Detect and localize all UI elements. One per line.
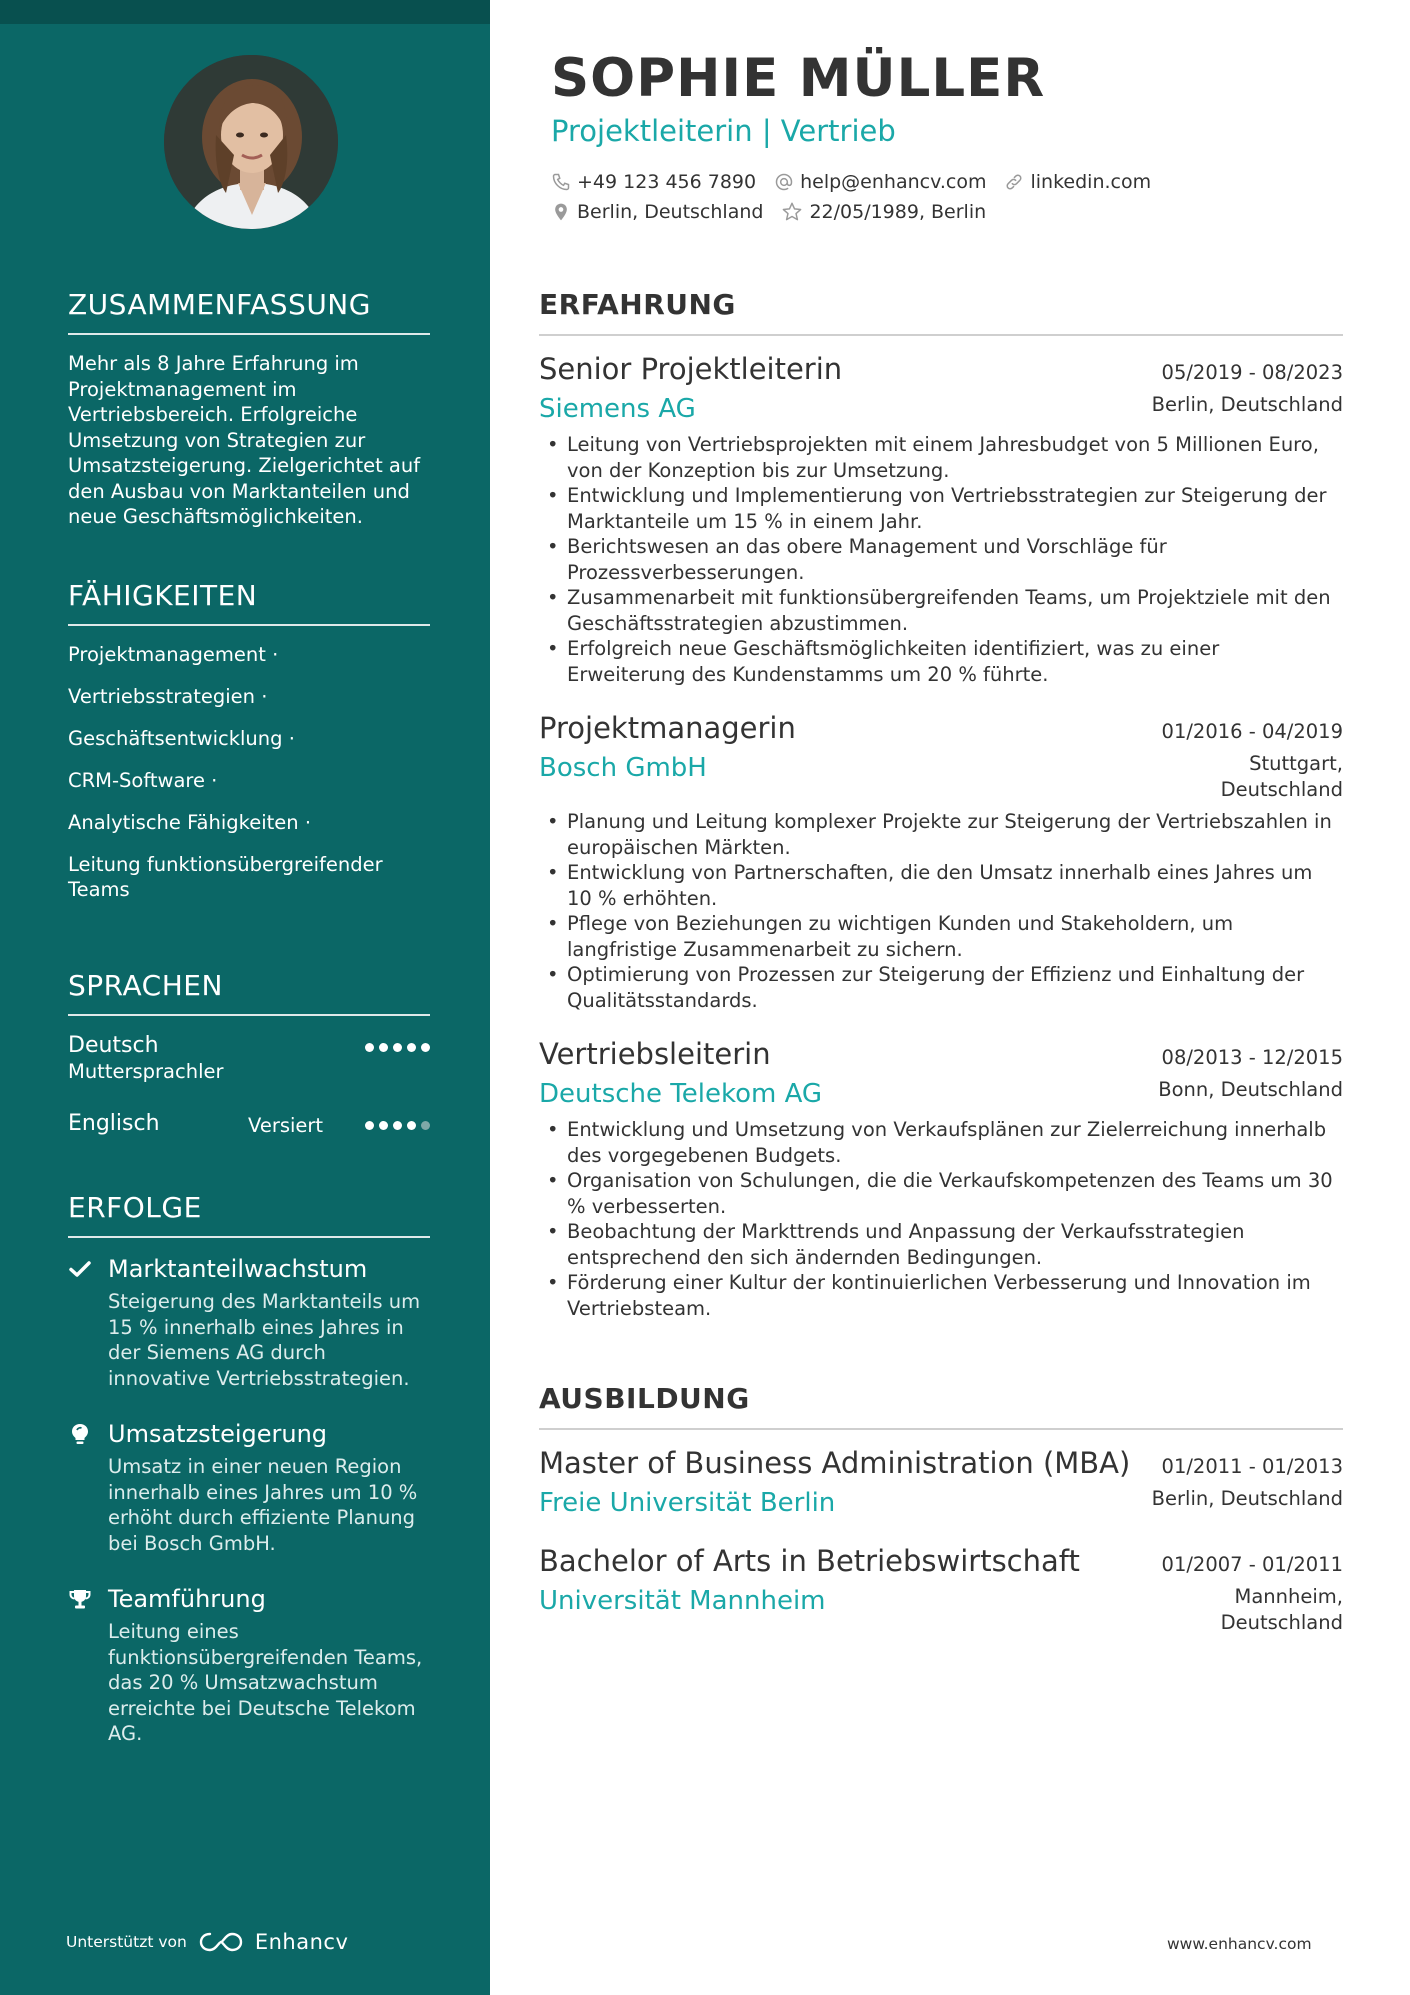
- skills-section: [68, 579, 430, 919]
- powered-by-text: Unterstützt von: [66, 1933, 187, 1951]
- job-bullet: • Leitung von Vertriebsprojekten mit einem Jahresbudget von 5 Millionen Euro, von der Konzeption bis zur Umsetzung.: [539, 432, 1343, 483]
- job-company: Siemens AG: [539, 394, 696, 424]
- job-bullets: [539, 809, 1343, 1013]
- education-degree: Bachelor of Arts in Betriebswirtschaft: [539, 1544, 1080, 1578]
- job-dates: 08/2013 - 12/2015: [1161, 1046, 1343, 1069]
- education-degree: Master of Business Administration (MBA): [539, 1446, 1131, 1480]
- job-company: Deutsche Telekom AG: [539, 1079, 823, 1109]
- candidate-title: Projektleiterin | Vertrieb: [551, 114, 896, 148]
- education-dates: 01/2011 - 01/2013: [1161, 1455, 1343, 1478]
- proficiency-dot: [379, 1043, 388, 1052]
- link-icon: [1004, 172, 1024, 192]
- skills-heading: FÄHIGKEITEN: [68, 579, 430, 626]
- education-entry: [539, 1444, 1343, 1520]
- sidebar: [0, 0, 490, 1995]
- job-bullet: • Zusammenarbeit mit funktionsübergreifenden Teams, um Projektziele mit den Geschäftsstrategien abzustimmen.: [539, 585, 1343, 636]
- job-bullet: • Förderung einer Kultur der kontinuierlichen Verbesserung und Innovation im Vertriebsteam.: [539, 1270, 1343, 1321]
- job-bullet: • Organisation von Schulungen, die die Verkaufskompetenzen des Teams um 30 % verbesserten.: [539, 1168, 1343, 1219]
- languages-section: [68, 969, 430, 1166]
- job-entry: [539, 1035, 1343, 1321]
- job-bullets: [539, 1117, 1343, 1321]
- language-name: Englisch: [68, 1111, 160, 1136]
- contact-phone: [551, 171, 756, 193]
- candidate-name: SOPHIE MÜLLER: [551, 48, 1046, 109]
- language-proficiency-dots: [365, 1043, 430, 1052]
- proficiency-dot: [407, 1043, 416, 1052]
- job-location-line: Deutschland: [1220, 778, 1343, 801]
- skill-item: Analytische Fähigkeiten ·: [68, 811, 312, 834]
- phone-icon: [551, 172, 571, 192]
- location-text: Berlin, Deutschland: [577, 201, 764, 223]
- language-proficiency-dots: [365, 1121, 430, 1130]
- achievement-description: Steigerung des Marktanteils um 15 % innerhalb eines Jahres in der Siemens AG durch innovative Vertriebsstrategien.: [108, 1290, 421, 1390]
- job-role: Senior Projektleiterin: [539, 352, 843, 386]
- powered-by: [66, 1930, 348, 1954]
- summary-section: [68, 288, 430, 530]
- job-bullet: • Berichtswesen an das obere Management und Vorschläge für Prozessverbesserungen.: [539, 534, 1343, 585]
- job-dates: 05/2019 - 08/2023: [1161, 361, 1343, 384]
- job-bullet: • Entwicklung und Umsetzung von Verkaufsplänen zur Zielerreichung innerhalb des vorgegebenen Budgets.: [539, 1117, 1343, 1168]
- summary-text: Mehr als 8 Jahre Erfahrung im Projektmanagement im Vertriebsbereich. Erfolgreiche Umsetzung von Strategien zur Umsatzsteigerung. Zielgerichtet auf den Ausbau von Marktanteilen und neue Geschäftsmöglichkeiten.: [68, 352, 421, 528]
- job-entry: [539, 709, 1343, 1013]
- education-school: Universität Mannheim: [539, 1586, 826, 1616]
- profile-photo: [164, 55, 338, 229]
- language-level: Muttersprachler: [68, 1060, 224, 1083]
- contact-row: [551, 171, 1151, 193]
- check-icon: [68, 1257, 92, 1281]
- enhancv-brand-name: Enhancv: [254, 1930, 349, 1954]
- star-icon: [781, 201, 803, 223]
- education-location: [1221, 1584, 1343, 1636]
- job-company: Bosch GmbH: [539, 753, 707, 783]
- contact-row: [551, 201, 986, 223]
- proficiency-dot: [379, 1121, 388, 1130]
- proficiency-dot: [365, 1121, 374, 1130]
- proficiency-dot: [365, 1043, 374, 1052]
- contact-linkedin[interactable]: [1004, 171, 1151, 193]
- proficiency-dot: [407, 1121, 416, 1130]
- job-bullet: • Beobachtung der Markttrends und Anpassung der Verkaufsstrategien entsprechend den sich ändernden Bedingungen.: [539, 1219, 1343, 1270]
- language-item: [68, 1032, 430, 1090]
- education-heading: AUSBILDUNG: [539, 1382, 1343, 1430]
- summary-heading: ZUSAMMENFASSUNG: [68, 288, 430, 335]
- proficiency-dot: [421, 1121, 430, 1130]
- experience-heading: ERFAHRUNG: [539, 288, 1343, 336]
- achievement-item: [68, 1254, 430, 1391]
- contact-email[interactable]: [774, 171, 986, 193]
- education-location-line: Deutschland: [1220, 1611, 1343, 1634]
- job-bullet: • Planung und Leitung komplexer Projekte zur Steigerung der Vertriebszahlen in europäischen Märkten.: [539, 809, 1343, 860]
- proficiency-dot: [421, 1043, 430, 1052]
- experience-section: [539, 288, 1343, 1343]
- location-pin-icon: [551, 202, 571, 222]
- education-dates: 01/2007 - 01/2011: [1161, 1553, 1343, 1576]
- job-bullet: • Optimierung von Prozessen zur Steigerung der Effizienz und Einhaltung der Qualitätsstandards.: [539, 962, 1343, 1013]
- achievement-title: Umsatzsteigerung: [108, 1420, 328, 1448]
- linkedin-text[interactable]: linkedin.com: [1030, 171, 1152, 193]
- job-entry: [539, 350, 1343, 687]
- job-bullets: [539, 432, 1343, 687]
- at-icon: [774, 172, 794, 192]
- footer-url[interactable]: www.enhancv.com: [1167, 1935, 1312, 1953]
- achievements-section: [68, 1191, 430, 1775]
- languages-heading: SPRACHEN: [68, 969, 430, 1016]
- job-bullet: • Entwicklung und Implementierung von Vertriebsstrategien zur Steigerung der Marktanteile um 15 % in einem Jahr.: [539, 483, 1343, 534]
- job-bullet: • Pflege von Beziehungen zu wichtigen Kunden und Stakeholdern, um langfristige Zusammenarbeit zu sichern.: [539, 911, 1343, 962]
- skill-item: Projektmanagement ·: [68, 643, 279, 666]
- skill-item: Geschäftsentwicklung ·: [68, 727, 295, 750]
- skill-item: CRM-Software ·: [68, 769, 218, 792]
- achievement-item: [68, 1584, 430, 1747]
- achievement-description: Umsatz in einer neuen Region innerhalb eines Jahres um 10 % erhöht durch effiziente Planung bei Bosch GmbH.: [108, 1455, 418, 1555]
- contact-birth: [781, 201, 986, 223]
- sidebar-top-bar: [0, 0, 490, 24]
- proficiency-dot: [393, 1043, 402, 1052]
- achievement-title: Teamführung: [108, 1585, 266, 1613]
- achievement-item: [68, 1419, 430, 1556]
- email-text[interactable]: help@enhancv.com: [800, 171, 987, 193]
- job-location-line: Stuttgart,: [1249, 752, 1343, 775]
- achievements-heading: ERFOLGE: [68, 1191, 430, 1238]
- achievement-title: Marktanteilwachstum: [108, 1255, 368, 1283]
- birth-text: 22/05/1989, Berlin: [809, 201, 987, 223]
- job-location: Bonn, Deutschland: [1158, 1078, 1343, 1101]
- education-location-line: Mannheim,: [1234, 1585, 1343, 1608]
- trophy-icon: [68, 1587, 92, 1611]
- bulb-icon: [68, 1422, 92, 1446]
- job-bullet: • Entwicklung von Partnerschaften, die den Umsatz innerhalb eines Jahres um 10 % erhöhten.: [539, 860, 1343, 911]
- skill-item: Vertriebsstrategien ·: [68, 685, 268, 708]
- education-entry: [539, 1542, 1343, 1636]
- job-dates: 01/2016 - 04/2019: [1161, 720, 1343, 743]
- proficiency-dot: [393, 1121, 402, 1130]
- skill-item: Leitung funktionsübergreifender Teams: [68, 853, 383, 901]
- education-location: Berlin, Deutschland: [1151, 1487, 1343, 1510]
- job-bullet: • Erfolgreich neue Geschäftsmöglichkeiten identifiziert, was zu einer Erweiterung des Kundenstamms um 20 % führte.: [539, 636, 1343, 687]
- achievement-description: Leitung eines funktionsübergreifenden Teams, das 20 % Umsatzwachstum erreichte bei Deutsche Telekom AG.: [108, 1620, 423, 1745]
- language-level: Versiert: [248, 1114, 324, 1137]
- job-location: [1221, 751, 1343, 803]
- enhancv-logo-icon: [199, 1930, 243, 1954]
- education-section: [539, 1382, 1343, 1658]
- job-role: Projektmanagerin: [539, 711, 796, 745]
- education-school: Freie Universität Berlin: [539, 1488, 836, 1518]
- language-item: [68, 1110, 430, 1146]
- phone-text: +49 123 456 7890: [577, 171, 757, 193]
- language-name: Deutsch: [68, 1033, 159, 1058]
- contact-location: [551, 201, 763, 223]
- job-role: Vertriebsleiterin: [539, 1037, 771, 1071]
- job-location: Berlin, Deutschland: [1151, 393, 1343, 416]
